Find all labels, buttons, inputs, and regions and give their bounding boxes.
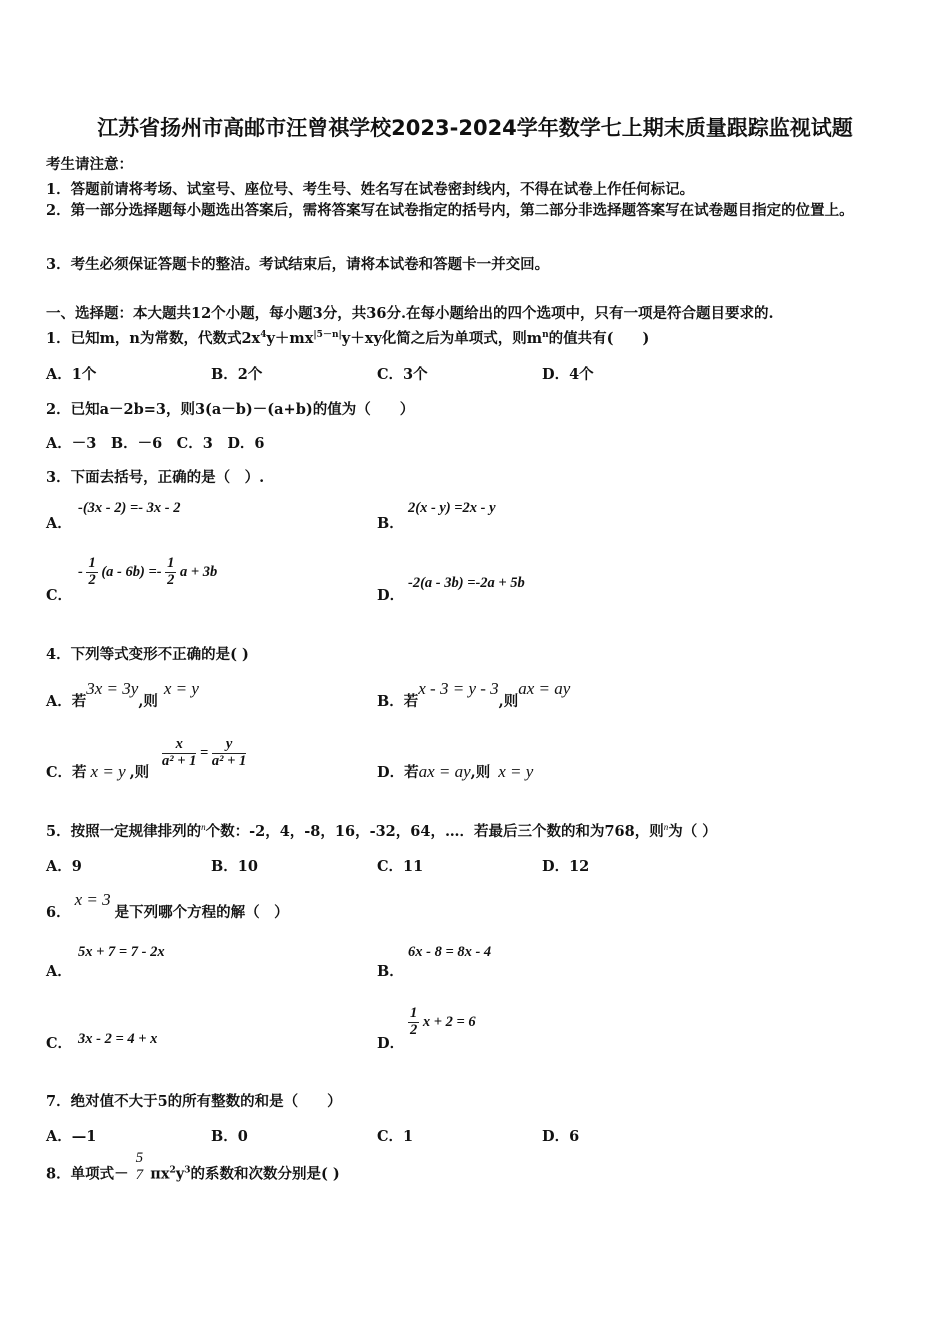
question-8-stem: 8．单项式－ 5 7 $\pi x^2y^3$的系数和次数分别是( ) [46,1150,340,1183]
question-5-option-b: B．10 [211,858,258,875]
question-1-option-a: A．1个 [46,366,97,383]
question-5-option-a: A．9 [46,858,82,875]
question-5-stem: 5．按照一定规律排列的$^n$个数：-2，4，-8，16，-32，64，…．若最后三个数的和为768，则$^n$为（ ） [46,822,717,840]
question-6-option-d-expression: $\frac{1}{2}$ x + 2 = 6 [410,1005,476,1038]
question-6-option-b: B． [377,963,404,980]
question-3-stem: 3．下面去括号，正确的是（ ）. [46,469,265,486]
question-3-option-d: D． [377,587,405,604]
question-1-option-c: C．3个 [377,366,428,383]
question-7-option-a: A．—1 [46,1128,97,1145]
question-1-stem: 1．已知m，n为常数，代数式$2x^4y+mx^{|5-n|}y+xy$化简之后为单项式，则$m^n$的值共有( ) [46,330,650,347]
question-5-option-c: C．11 [377,858,424,875]
question-3-option-b-expression: 2(x - y) =2x - y [408,500,496,516]
question-4-option-c: C．若 x = y ,则 [46,762,150,781]
question-3-option-c-expression: - $\frac{1}{2}$ (a - 6b) =- $\frac{1}{2}$ a + 3b [78,555,218,588]
question-1-option-b: B．2个 [211,366,263,383]
question-3-option-a-expression: -(3x - 2) =- 3x - 2 [78,500,181,516]
question-6-option-c-expression: 3x - 2 = 4 + x [78,1031,158,1047]
notice-item-3: 3．考生必须保证答题卡的整洁。考试结束后，请将本试卷和答题卡一并交回。 [46,256,550,273]
question-6-stem: 6．x = 3是下列哪个方程的解（ ） [46,890,289,921]
notice-heading: 考生请注意： [46,156,133,173]
question-3-option-c: C． [46,587,73,604]
question-6-option-c: C． [46,1035,73,1052]
section-heading: 一、选择题：本大题共12个小题，每小题3分，共36分.在每小题给出的四个选项中，只有一项是符合题目要求的. [46,305,774,322]
question-3-option-b: B． [377,515,404,532]
question-6-option-a: A． [46,963,72,980]
question-3-option-d-expression: -2(a - 3b) =-2a + 5b [408,575,525,591]
question-6-option-a-expression: 5x + 7 = 7 - 2x [78,944,165,960]
question-4-stem: 4．下列等式变形不正确的是( ) [46,646,249,663]
question-4-option-d: D．若ax = ay,则 x = y [377,762,534,781]
question-7-option-d: D．6 [542,1128,580,1145]
question-5-option-d: D．12 [542,858,590,875]
question-6-option-d: D． [377,1035,405,1052]
question-4-option-b: B．若x - 3 = y - 3,则ax = ay [377,679,571,710]
question-6-option-b-expression: 6x - 8 = 8x - 4 [408,944,492,960]
question-7-option-c: C．1 [377,1128,414,1145]
question-2-stem: 2．已知a－2b=3，则3(a－b)－(a+b)的值为（ ） [46,401,415,418]
page-title: 江苏省扬州市高邮市汪曾祺学校2023-2024学年数学七上期末质量跟踪监视试题 [97,116,853,140]
question-1-option-d: D．4个 [542,366,594,383]
question-3-option-a: A． [46,515,72,532]
question-4-option-c-expression: $\frac{x}{\text{a² + 1}}$ = $\frac{y}{\text{a² + 1}}$ [162,736,247,769]
question-2-options: A．－3 B．－6 C．3 D．6 [46,435,265,452]
question-7-option-b: B．0 [211,1128,248,1145]
notice-item-2: 2．第一部分选择题每小题选出答案后，需将答案写在试卷指定的括号内，第二部分非选择题答案写在试卷题目指定的位置上。 [46,202,854,219]
question-4-option-a: A．若3x = 3y,则x = y [46,679,199,710]
question-7-stem: 7．绝对值不大于5的所有整数的和是（ ） [46,1093,342,1110]
notice-item-1: 1．答题前请将考场、试室号、座位号、考生号、姓名写在试卷密封线内，不得在试卷上作任何标记。 [46,181,695,198]
